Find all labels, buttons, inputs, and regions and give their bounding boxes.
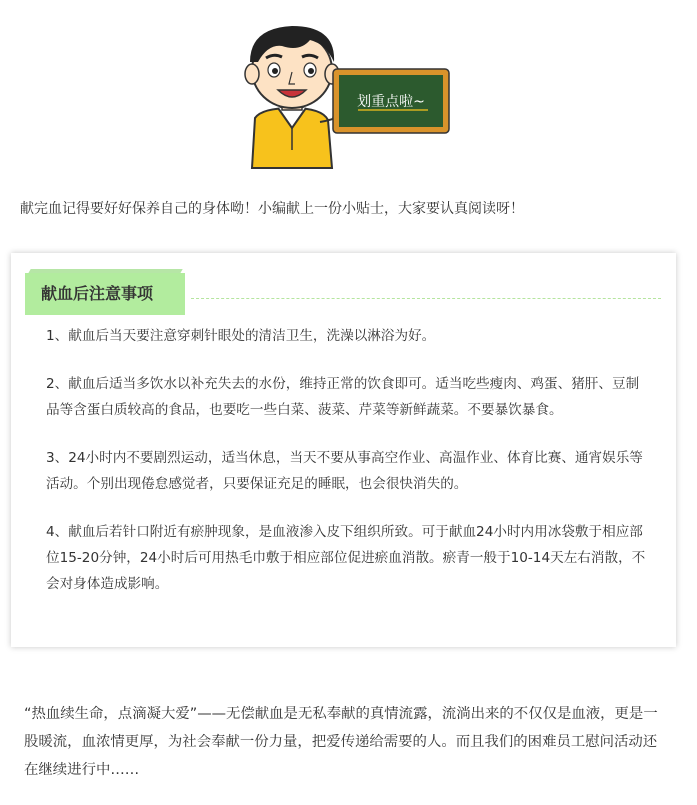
heart-divider-pattern (0, 691, 697, 692)
title-dashed-line (191, 298, 661, 299)
heart-divider-pattern (0, 790, 697, 791)
blackboard-text: 划重点啦~ (357, 94, 425, 110)
tip-item: 2、献血后适当多饮水以补充失去的水份，维持正常的饮食即可。适当吃些瘦肉、鸡蛋、猪肝、豆制品等含蛋白质较高的食品，也要吃一些白菜、菠菜、芹菜等新鲜蔬菜。不要暴饮暴食。 (46, 376, 640, 418)
tips-card (11, 253, 676, 647)
hero-illustration (0, 0, 697, 175)
tips-list (46, 323, 646, 597)
card-title: 献血后注意事项 (41, 284, 154, 303)
tip-item: 1、献血后当天要注意穿刺针眼处的清洁卫生，洗澡以淋浴为好。 (46, 328, 436, 344)
tip-item: 3、24小时内不要剧烈运动，适当休息，当天不要从事高空作业、高温作业、体育比赛、通宵娱乐等活动。个别出现倦怠感觉者，只要保证充足的睡眠，也会很快消失的。 (46, 450, 643, 492)
tip-item: 4、献血后若针口附近有瘀肿现象，是血液渗入皮下组织所致。可于献血24小时内用冰袋敷于相应部位15-20分钟，24小时后可用热毛巾敷于相应部位促进瘀血消散。瘀青一般于10-14天左右消散，不会对身体造成影响。 (46, 524, 646, 592)
intro-text: 献完血记得要好好保养自己的身体呦！小编献上一份小贴士，大家要认真阅读呀！ (20, 201, 524, 217)
closing-text: “热血续生命，点滴凝大爱”——无偿献血是无私奉献的真情流露，流淌出来的不仅仅是血液，更是一股暖流，血浓情更厚，为社会奉献一份力量，把爱传递给需要的人。而且我们的困难员工慰问活动还在继续进行中…… (24, 706, 658, 778)
bottom-heart-divider (0, 783, 697, 791)
card-title-tab (25, 269, 185, 317)
teacher-illustration (0, 0, 697, 175)
top-heart-divider (0, 684, 697, 692)
